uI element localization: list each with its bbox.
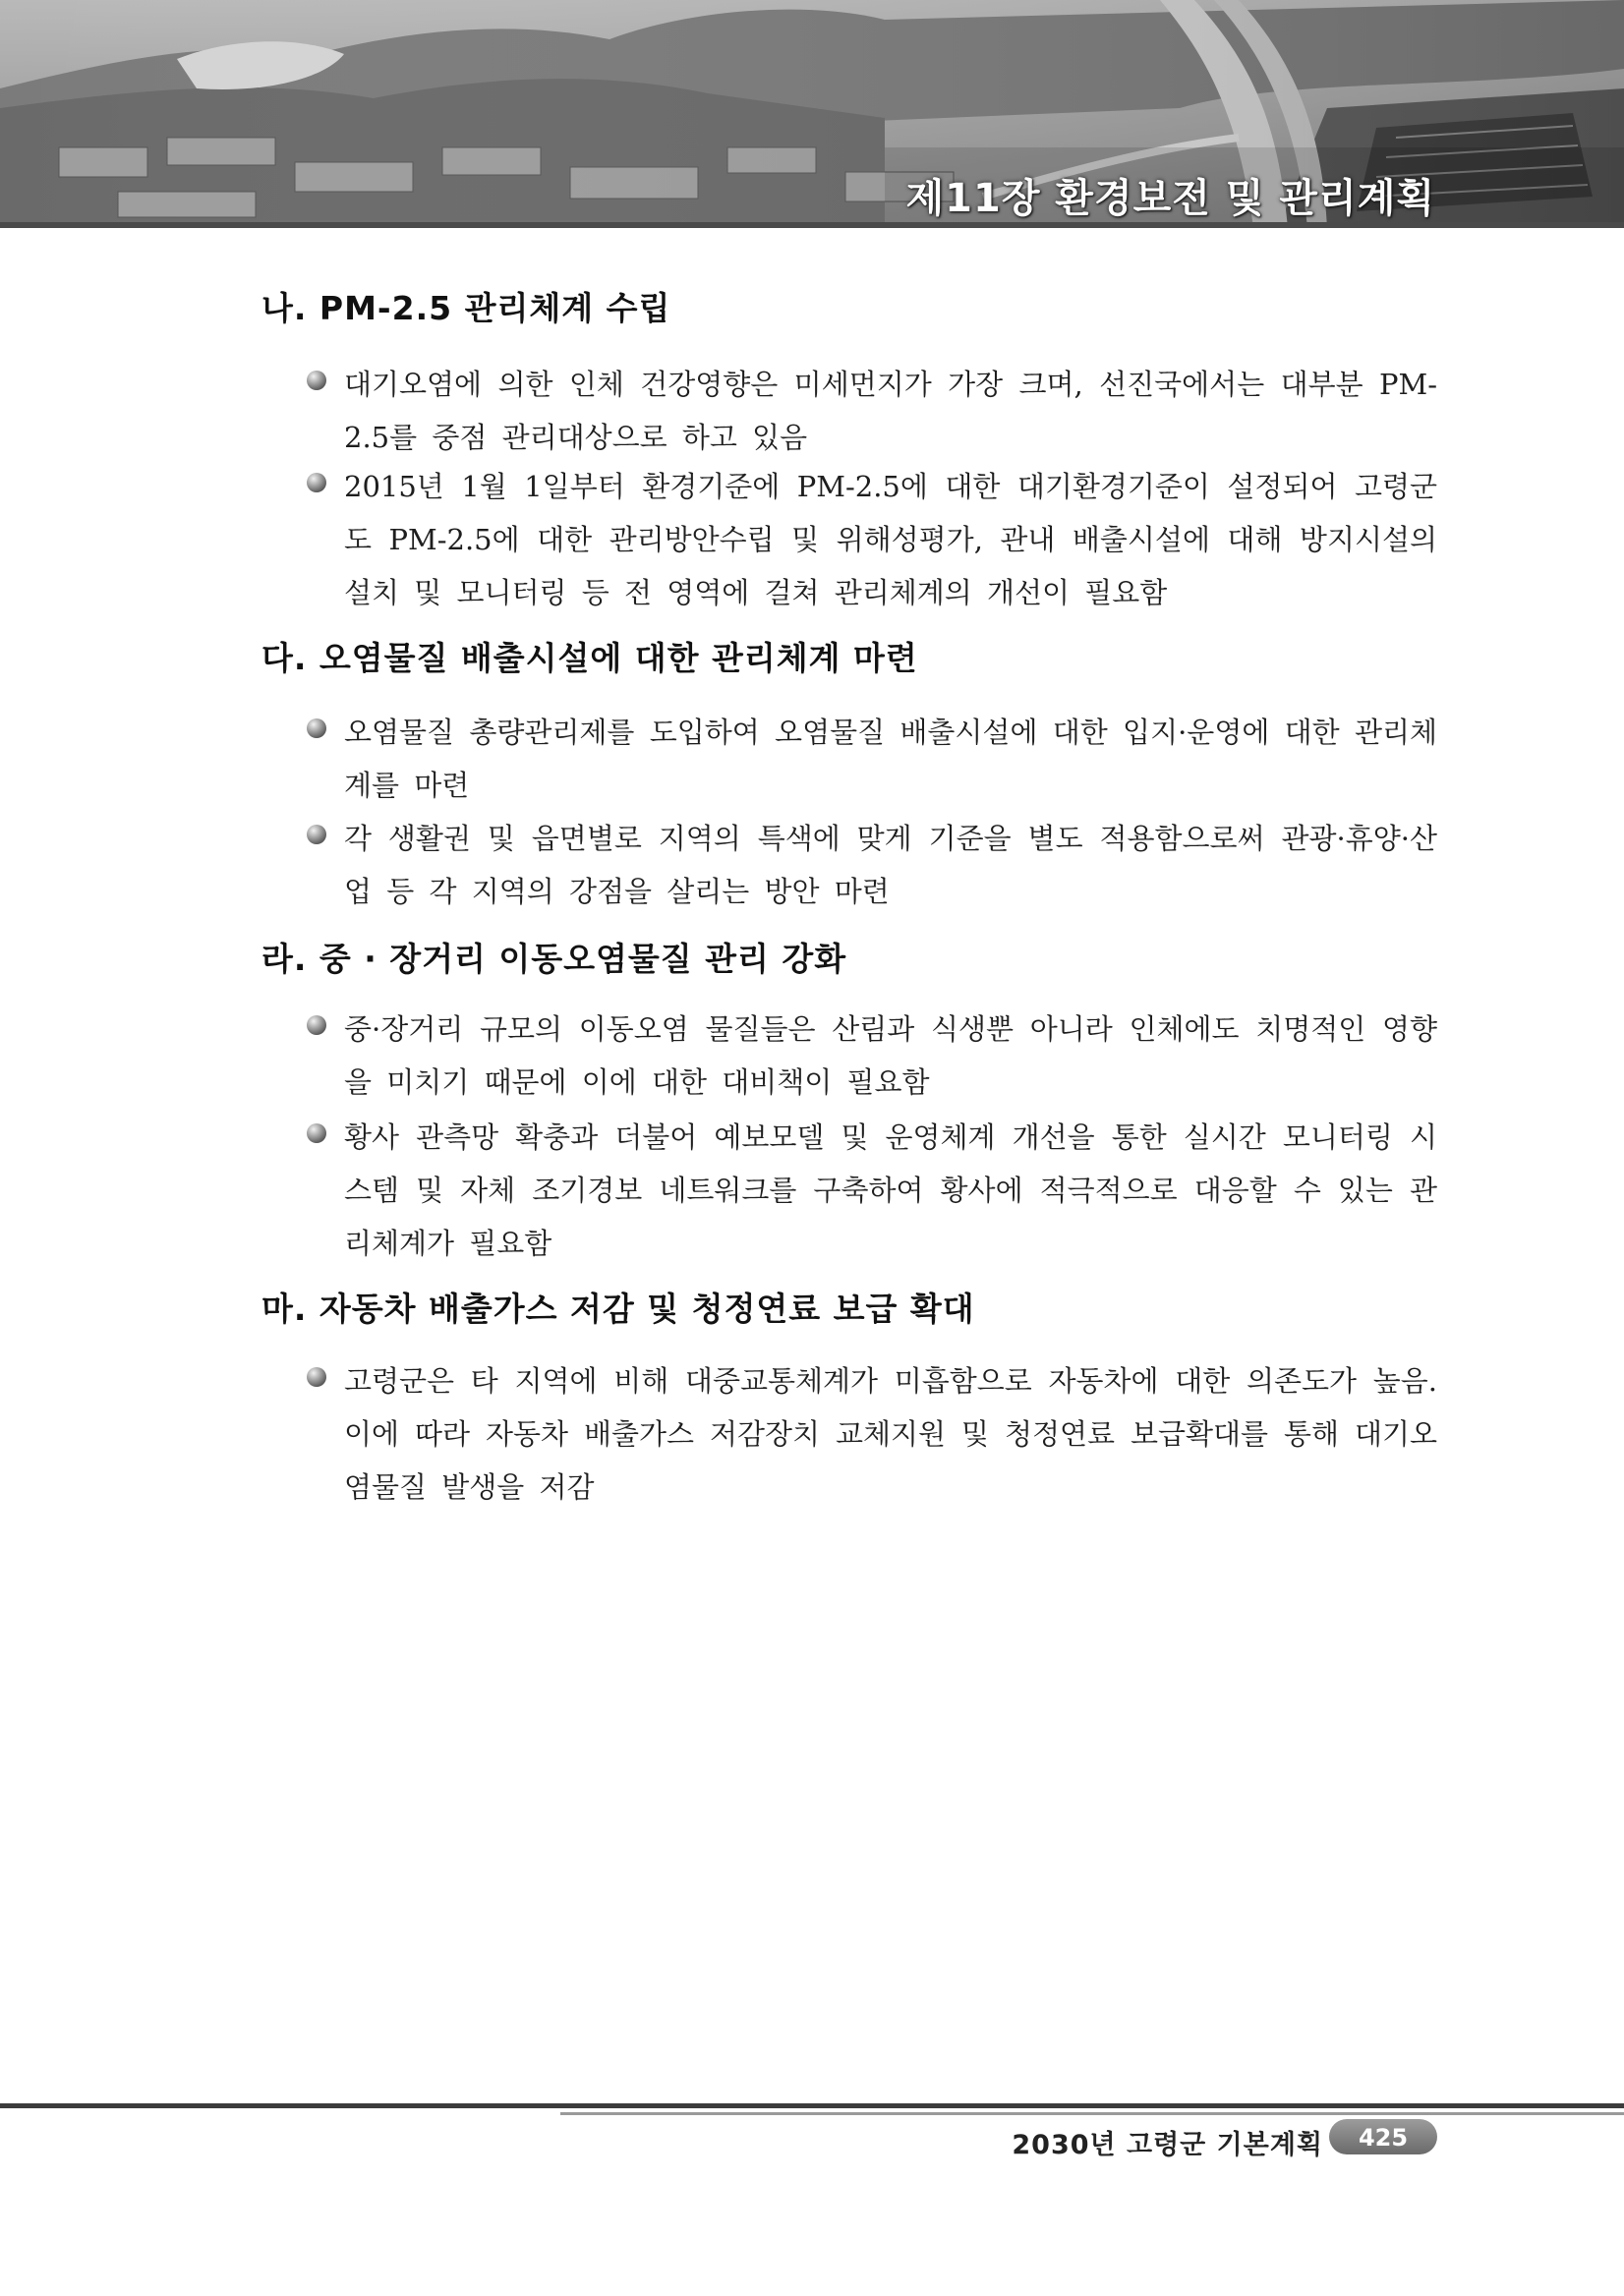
bullet-icon (307, 825, 326, 844)
bullet-icon (307, 1367, 326, 1387)
bullet-text: 대기오염에 의한 인체 건강영향은 미세먼지가 가장 크며, 선진국에서는 대부분 PM-2.5를 중점 관리대상으로 하고 있음 (344, 368, 1437, 454)
footer-divider (0, 2103, 1624, 2108)
footer-document-title: 2030년 고령군 기본계획 (1012, 2130, 1323, 2160)
section-heading-emission-facilities: 다. 오염물질 배출시설에 대한 관리체계 마련 (261, 639, 918, 677)
section-heading-long-range-pollutants: 라. 중 · 장거리 이동오염물질 관리 강화 (261, 940, 847, 978)
bullet-text: 오염물질 총량관리제를 도입하여 오염물질 배출시설에 대한 입지·운영에 대한 관리체계를 마련 (344, 716, 1437, 802)
bullet-text: 2015년 1월 1일부터 환경기준에 PM-2.5에 대한 대기환경기준이 설정되어 고령군도 PM-2.5에 대한 관리방안수립 및 위해성평가, 관내 배출시설에 대해 방지시설의 설치 및 모니터링 등 전 영역에 걸쳐 관리체계의 개선이 필요함 (344, 470, 1437, 609)
section-heading-vehicle-emissions: 마. 자동차 배출가스 저감 및 청정연료 보급 확대 (261, 1290, 975, 1328)
section-heading-pm25: 나. PM-2.5 관리체계 수립 (261, 289, 671, 327)
bullet-text: 황사 관측망 확충과 더불어 예보모델 및 운영체계 개선을 통한 실시간 모니터링 시스템 및 자체 조기경보 네트워크를 구축하여 황사에 적극적으로 대응할 수 있는 관리체계가 필요함 (344, 1120, 1437, 1260)
bullet-text: 각 생활권 및 읍면별로 지역의 특색에 맞게 기준을 별도 적용함으로써 관광·휴양·산업 등 각 지역의 강점을 살리는 방안 마련 (344, 822, 1437, 908)
page-number-badge: 425 (1329, 2119, 1437, 2154)
footer-divider-thin (560, 2112, 1624, 2115)
bullet-text: 고령군은 타 지역에 비해 대중교통체계가 미흡함으로 자동차에 대한 의존도가 높음. 이에 따라 자동차 배출가스 저감장치 교체지원 및 청정연료 보급확대를 통해 대기오염물질 발생을 저감 (344, 1364, 1437, 1504)
bullet-icon (307, 1123, 326, 1143)
bullet-icon (307, 473, 326, 492)
bullet-icon (307, 371, 326, 390)
bullet-icon (307, 1015, 326, 1035)
chapter-header-banner (0, 0, 1624, 228)
bullet-text: 중·장거리 규모의 이동오염 물질들은 산림과 식생뿐 아니라 인체에도 치명적인 영향을 미치기 때문에 이에 대한 대비책이 필요함 (344, 1012, 1437, 1099)
chapter-title: 제11장 환경보전 및 관리계획 (905, 176, 1435, 221)
header-divider (0, 222, 1624, 228)
bullet-icon (307, 718, 326, 738)
